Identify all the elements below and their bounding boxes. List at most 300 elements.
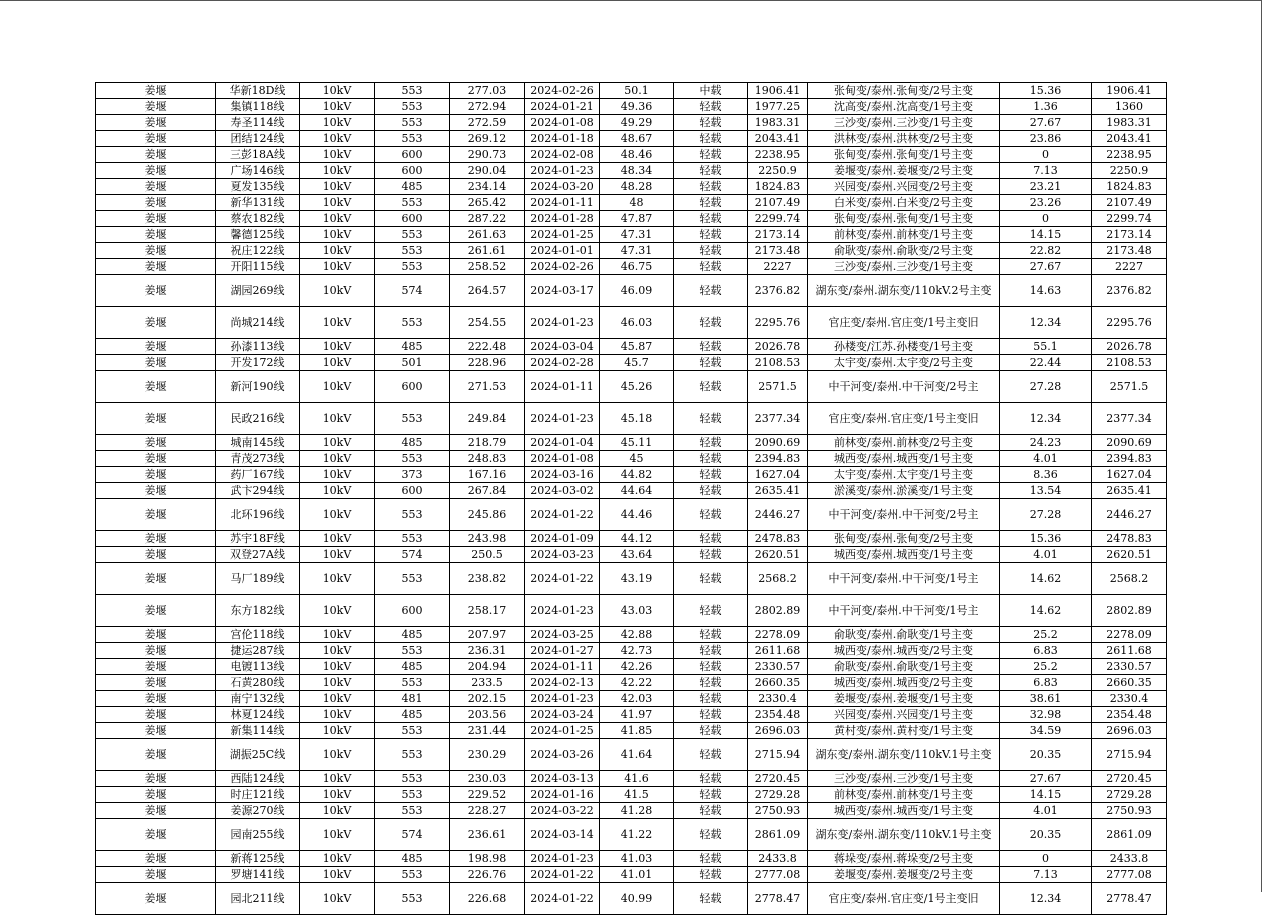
- cell-county: 姜堰: [96, 803, 216, 819]
- cell-date: 2024-03-20: [525, 179, 600, 195]
- cell-rated-capacity: 553: [375, 723, 450, 739]
- cell-available-capacity: 2777.08: [748, 867, 808, 883]
- cell-county: 姜堰: [96, 339, 216, 355]
- cell-load-status: 轻载: [674, 99, 748, 115]
- cell-county: 姜堰: [96, 83, 216, 99]
- cell-load-status: 轻载: [674, 867, 748, 883]
- cell-transformer-load-rate: 25.2: [1000, 627, 1092, 643]
- cell-substation: 中干河变/泰州.中干河变/2号主: [808, 499, 1000, 531]
- cell-load-rate: 48.28: [600, 179, 674, 195]
- table-row: [96, 307, 1167, 339]
- cell-line-name: 姜源270线: [216, 803, 300, 819]
- cell-line-name: 祝庄122线: [216, 243, 300, 259]
- table-row: [96, 547, 1167, 563]
- cell-line-name: 宫伦118线: [216, 627, 300, 643]
- cell-remaining-capacity: 2278.09: [1092, 627, 1167, 643]
- cell-remaining-capacity: 2750.93: [1092, 803, 1167, 819]
- cell-substation: 蒋垛变/泰州.蒋垛变/2号主变: [808, 851, 1000, 867]
- cell-line-name: 南宁132线: [216, 691, 300, 707]
- cell-available-capacity: 2354.48: [748, 707, 808, 723]
- table-row: [96, 163, 1167, 179]
- cell-load-rate: 41.22: [600, 819, 674, 851]
- cell-remaining-capacity: 2729.28: [1092, 787, 1167, 803]
- cell-substation: 孙楼变/江苏.孙楼变/1号主变: [808, 339, 1000, 355]
- table-row: [96, 275, 1167, 307]
- cell-load-status: 轻载: [674, 675, 748, 691]
- cell-available-capacity: 2802.89: [748, 595, 808, 627]
- cell-voltage: 10kV: [300, 819, 375, 851]
- cell-line-name: 园北211线: [216, 883, 300, 915]
- table-row: [96, 451, 1167, 467]
- cell-line-name: 北环196线: [216, 499, 300, 531]
- cell-county: 姜堰: [96, 131, 216, 147]
- cell-rated-capacity: 574: [375, 547, 450, 563]
- cell-substation: 中干河变/泰州.中干河变/1号主: [808, 595, 1000, 627]
- cell-load-status: 轻载: [674, 227, 748, 243]
- cell-load-status: 轻载: [674, 707, 748, 723]
- cell-transformer-load-rate: 24.23: [1000, 435, 1092, 451]
- cell-rated-capacity: 553: [375, 771, 450, 787]
- cell-max-current: 198.98: [450, 851, 525, 867]
- cell-load-status: 轻载: [674, 435, 748, 451]
- cell-line-name: 寿圣114线: [216, 115, 300, 131]
- cell-line-name: 湖振25C线: [216, 739, 300, 771]
- cell-substation: 淤溪变/泰州.淤溪变/1号主变: [808, 483, 1000, 499]
- cell-remaining-capacity: 2330.57: [1092, 659, 1167, 675]
- cell-load-status: 轻载: [674, 115, 748, 131]
- cell-available-capacity: 2696.03: [748, 723, 808, 739]
- cell-voltage: 10kV: [300, 483, 375, 499]
- cell-remaining-capacity: 2715.94: [1092, 739, 1167, 771]
- cell-load-rate: 45.7: [600, 355, 674, 371]
- cell-voltage: 10kV: [300, 435, 375, 451]
- cell-substation: 黄村变/泰州.黄村变/1号主变: [808, 723, 1000, 739]
- cell-remaining-capacity: 1824.83: [1092, 179, 1167, 195]
- cell-county: 姜堰: [96, 179, 216, 195]
- cell-county: 姜堰: [96, 467, 216, 483]
- cell-county: 姜堰: [96, 883, 216, 915]
- cell-max-current: 272.94: [450, 99, 525, 115]
- table-row: [96, 403, 1167, 435]
- cell-load-rate: 44.46: [600, 499, 674, 531]
- cell-load-status: 轻载: [674, 691, 748, 707]
- cell-date: 2024-03-23: [525, 547, 600, 563]
- cell-max-current: 287.22: [450, 211, 525, 227]
- cell-transformer-load-rate: 14.63: [1000, 275, 1092, 307]
- cell-substation: 白米变/泰州.白米变/2号主变: [808, 195, 1000, 211]
- cell-available-capacity: 2173.14: [748, 227, 808, 243]
- cell-remaining-capacity: 2173.48: [1092, 243, 1167, 259]
- cell-county: 姜堰: [96, 643, 216, 659]
- cell-substation: 城西变/泰州.城西变/1号主变: [808, 547, 1000, 563]
- cell-max-current: 226.76: [450, 867, 525, 883]
- cell-substation: 三沙变/泰州.三沙变/1号主变: [808, 259, 1000, 275]
- table-row: [96, 259, 1167, 275]
- cell-county: 姜堰: [96, 707, 216, 723]
- cell-substation: 湖东变/泰州.湖东变/110kV.1号主变: [808, 739, 1000, 771]
- cell-date: 2024-01-22: [525, 867, 600, 883]
- cell-load-rate: 45.87: [600, 339, 674, 355]
- cell-max-current: 229.52: [450, 787, 525, 803]
- cell-available-capacity: 2376.82: [748, 275, 808, 307]
- cell-line-name: 苏宇18F线: [216, 531, 300, 547]
- cell-available-capacity: 2568.2: [748, 563, 808, 595]
- cell-line-name: 开阳115线: [216, 259, 300, 275]
- cell-rated-capacity: 600: [375, 163, 450, 179]
- table-row: [96, 243, 1167, 259]
- cell-max-current: 248.83: [450, 451, 525, 467]
- cell-available-capacity: 2295.76: [748, 307, 808, 339]
- cell-voltage: 10kV: [300, 371, 375, 403]
- cell-load-status: 轻载: [674, 563, 748, 595]
- table-row: [96, 707, 1167, 723]
- cell-substation: 三沙变/泰州.三沙变/1号主变: [808, 771, 1000, 787]
- cell-county: 姜堰: [96, 371, 216, 403]
- cell-substation: 张甸变/泰州.张甸变/1号主变: [808, 211, 1000, 227]
- cell-remaining-capacity: 1983.31: [1092, 115, 1167, 131]
- cell-available-capacity: 1977.25: [748, 99, 808, 115]
- cell-rated-capacity: 553: [375, 563, 450, 595]
- cell-substation: 姜堰变/泰州.姜堰变/1号主变: [808, 691, 1000, 707]
- table-row: [96, 723, 1167, 739]
- cell-max-current: 167.16: [450, 467, 525, 483]
- cell-rated-capacity: 485: [375, 627, 450, 643]
- cell-voltage: 10kV: [300, 227, 375, 243]
- cell-load-status: 轻载: [674, 483, 748, 499]
- cell-date: 2024-03-25: [525, 627, 600, 643]
- cell-line-name: 林夏124线: [216, 707, 300, 723]
- cell-available-capacity: 1906.41: [748, 83, 808, 99]
- table-row: [96, 227, 1167, 243]
- cell-max-current: 238.82: [450, 563, 525, 595]
- cell-date: 2024-01-11: [525, 371, 600, 403]
- cell-available-capacity: 2620.51: [748, 547, 808, 563]
- cell-rated-capacity: 485: [375, 179, 450, 195]
- cell-voltage: 10kV: [300, 451, 375, 467]
- cell-max-current: 228.96: [450, 355, 525, 371]
- cell-line-name: 广场146线: [216, 163, 300, 179]
- cell-available-capacity: 2043.41: [748, 131, 808, 147]
- cell-max-current: 271.53: [450, 371, 525, 403]
- table-row: [96, 195, 1167, 211]
- cell-transformer-load-rate: 0: [1000, 147, 1092, 163]
- cell-voltage: 10kV: [300, 675, 375, 691]
- cell-load-rate: 41.85: [600, 723, 674, 739]
- cell-substation: 官庄变/泰州.官庄变/1号主变旧: [808, 883, 1000, 915]
- cell-date: 2024-01-09: [525, 531, 600, 547]
- cell-voltage: 10kV: [300, 307, 375, 339]
- cell-remaining-capacity: 2777.08: [1092, 867, 1167, 883]
- cell-substation: 官庄变/泰州.官庄变/1号主变旧: [808, 307, 1000, 339]
- cell-county: 姜堰: [96, 867, 216, 883]
- table-row: [96, 675, 1167, 691]
- cell-county: 姜堰: [96, 227, 216, 243]
- cell-transformer-load-rate: 22.82: [1000, 243, 1092, 259]
- cell-load-rate: 44.64: [600, 483, 674, 499]
- cell-rated-capacity: 485: [375, 435, 450, 451]
- cell-max-current: 230.29: [450, 739, 525, 771]
- cell-available-capacity: 2861.09: [748, 819, 808, 851]
- cell-transformer-load-rate: 15.36: [1000, 531, 1092, 547]
- table-row: [96, 467, 1167, 483]
- cell-remaining-capacity: 2433.8: [1092, 851, 1167, 867]
- cell-date: 2024-02-28: [525, 355, 600, 371]
- cell-available-capacity: 2090.69: [748, 435, 808, 451]
- cell-max-current: 261.63: [450, 227, 525, 243]
- cell-rated-capacity: 553: [375, 643, 450, 659]
- cell-max-current: 267.84: [450, 483, 525, 499]
- cell-rated-capacity: 501: [375, 355, 450, 371]
- cell-available-capacity: 2478.83: [748, 531, 808, 547]
- cell-line-name: 新蒋125线: [216, 851, 300, 867]
- cell-date: 2024-03-04: [525, 339, 600, 355]
- cell-available-capacity: 2750.93: [748, 803, 808, 819]
- cell-voltage: 10kV: [300, 691, 375, 707]
- cell-available-capacity: 1983.31: [748, 115, 808, 131]
- cell-load-status: 轻载: [674, 259, 748, 275]
- cell-rated-capacity: 574: [375, 819, 450, 851]
- cell-remaining-capacity: 2394.83: [1092, 451, 1167, 467]
- table-row: [96, 739, 1167, 771]
- cell-available-capacity: 2227: [748, 259, 808, 275]
- cell-voltage: 10kV: [300, 851, 375, 867]
- cell-voltage: 10kV: [300, 131, 375, 147]
- cell-remaining-capacity: 2107.49: [1092, 195, 1167, 211]
- cell-remaining-capacity: 2446.27: [1092, 499, 1167, 531]
- cell-load-status: 轻载: [674, 499, 748, 531]
- cell-line-name: 新集114线: [216, 723, 300, 739]
- cell-load-rate: 45.11: [600, 435, 674, 451]
- cell-load-rate: 45.26: [600, 371, 674, 403]
- cell-transformer-load-rate: 1.36: [1000, 99, 1092, 115]
- cell-date: 2024-01-28: [525, 211, 600, 227]
- cell-remaining-capacity: 2660.35: [1092, 675, 1167, 691]
- cell-remaining-capacity: 1627.04: [1092, 467, 1167, 483]
- cell-remaining-capacity: 2720.45: [1092, 771, 1167, 787]
- table-row: [96, 563, 1167, 595]
- cell-max-current: 258.52: [450, 259, 525, 275]
- cell-line-name: 集镇118线: [216, 99, 300, 115]
- cell-load-status: 轻载: [674, 131, 748, 147]
- cell-remaining-capacity: 2299.74: [1092, 211, 1167, 227]
- cell-county: 姜堰: [96, 739, 216, 771]
- cell-voltage: 10kV: [300, 643, 375, 659]
- cell-county: 姜堰: [96, 499, 216, 531]
- cell-transformer-load-rate: 14.15: [1000, 787, 1092, 803]
- cell-load-rate: 41.64: [600, 739, 674, 771]
- cell-max-current: 226.68: [450, 883, 525, 915]
- cell-substation: 张甸变/泰州.张甸变/2号主变: [808, 83, 1000, 99]
- cell-voltage: 10kV: [300, 339, 375, 355]
- cell-date: 2024-03-26: [525, 739, 600, 771]
- cell-transformer-load-rate: 12.34: [1000, 307, 1092, 339]
- cell-max-current: 203.56: [450, 707, 525, 723]
- cell-load-rate: 41.5: [600, 787, 674, 803]
- cell-transformer-load-rate: 55.1: [1000, 339, 1092, 355]
- cell-date: 2024-01-22: [525, 563, 600, 595]
- cell-voltage: 10kV: [300, 723, 375, 739]
- table-row: [96, 339, 1167, 355]
- cell-max-current: 249.84: [450, 403, 525, 435]
- cell-line-name: 石黄280线: [216, 675, 300, 691]
- cell-load-rate: 42.73: [600, 643, 674, 659]
- cell-load-rate: 41.6: [600, 771, 674, 787]
- cell-max-current: 234.14: [450, 179, 525, 195]
- cell-max-current: 290.04: [450, 163, 525, 179]
- table-row: [96, 371, 1167, 403]
- cell-load-status: 轻载: [674, 531, 748, 547]
- cell-voltage: 10kV: [300, 403, 375, 435]
- table-row: [96, 355, 1167, 371]
- cell-rated-capacity: 553: [375, 99, 450, 115]
- cell-load-status: 轻载: [674, 883, 748, 915]
- cell-load-rate: 46.03: [600, 307, 674, 339]
- cell-transformer-load-rate: 14.62: [1000, 563, 1092, 595]
- cell-available-capacity: 2635.41: [748, 483, 808, 499]
- cell-load-status: 轻载: [674, 275, 748, 307]
- cell-voltage: 10kV: [300, 883, 375, 915]
- cell-transformer-load-rate: 7.13: [1000, 867, 1092, 883]
- table-row: [96, 659, 1167, 675]
- cell-line-name: 时庄121线: [216, 787, 300, 803]
- cell-load-rate: 47.31: [600, 243, 674, 259]
- cell-line-name: 新河190线: [216, 371, 300, 403]
- cell-substation: 太宇变/泰州.太宇变/2号主变: [808, 355, 1000, 371]
- cell-load-rate: 48.67: [600, 131, 674, 147]
- cell-available-capacity: 1824.83: [748, 179, 808, 195]
- cell-substation: 前林变/泰州.前林变/1号主变: [808, 787, 1000, 803]
- cell-substation: 官庄变/泰州.官庄变/1号主变旧: [808, 403, 1000, 435]
- cell-max-current: 265.42: [450, 195, 525, 211]
- cell-voltage: 10kV: [300, 275, 375, 307]
- cell-voltage: 10kV: [300, 211, 375, 227]
- cell-remaining-capacity: 2250.9: [1092, 163, 1167, 179]
- cell-date: 2024-01-23: [525, 403, 600, 435]
- cell-date: 2024-01-23: [525, 163, 600, 179]
- cell-voltage: 10kV: [300, 195, 375, 211]
- cell-load-rate: 44.82: [600, 467, 674, 483]
- cell-rated-capacity: 574: [375, 275, 450, 307]
- cell-rated-capacity: 553: [375, 867, 450, 883]
- cell-county: 姜堰: [96, 819, 216, 851]
- cell-max-current: 228.27: [450, 803, 525, 819]
- cell-date: 2024-01-25: [525, 723, 600, 739]
- table-row: [96, 691, 1167, 707]
- cell-load-status: 轻载: [674, 179, 748, 195]
- cell-voltage: 10kV: [300, 707, 375, 723]
- cell-date: 2024-01-27: [525, 643, 600, 659]
- cell-line-name: 馨德125线: [216, 227, 300, 243]
- cell-load-status: 轻载: [674, 659, 748, 675]
- cell-line-name: 东方182线: [216, 595, 300, 627]
- cell-line-name: 尚城214线: [216, 307, 300, 339]
- cell-transformer-load-rate: 38.61: [1000, 691, 1092, 707]
- cell-available-capacity: 2433.8: [748, 851, 808, 867]
- cell-line-name: 马厂189线: [216, 563, 300, 595]
- cell-remaining-capacity: 2043.41: [1092, 131, 1167, 147]
- cell-date: 2024-02-13: [525, 675, 600, 691]
- cell-max-current: 243.98: [450, 531, 525, 547]
- cell-rated-capacity: 553: [375, 675, 450, 691]
- cell-county: 姜堰: [96, 307, 216, 339]
- cell-remaining-capacity: 2376.82: [1092, 275, 1167, 307]
- cell-line-name: 西陆124线: [216, 771, 300, 787]
- cell-date: 2024-01-04: [525, 435, 600, 451]
- cell-voltage: 10kV: [300, 787, 375, 803]
- cell-available-capacity: 2715.94: [748, 739, 808, 771]
- cell-transformer-load-rate: 8.36: [1000, 467, 1092, 483]
- cell-rated-capacity: 485: [375, 339, 450, 355]
- cell-voltage: 10kV: [300, 259, 375, 275]
- cell-transformer-load-rate: 15.36: [1000, 83, 1092, 99]
- cell-line-name: 团结124线: [216, 131, 300, 147]
- cell-substation: 城西变/泰州.城西变/1号主变: [808, 451, 1000, 467]
- cell-available-capacity: 2377.34: [748, 403, 808, 435]
- cell-remaining-capacity: 2802.89: [1092, 595, 1167, 627]
- cell-substation: 太宇变/泰州.太宇变/1号主变: [808, 467, 1000, 483]
- cell-max-current: 202.15: [450, 691, 525, 707]
- cell-rated-capacity: 600: [375, 147, 450, 163]
- cell-voltage: 10kV: [300, 595, 375, 627]
- cell-available-capacity: 2026.78: [748, 339, 808, 355]
- cell-load-status: 轻载: [674, 211, 748, 227]
- cell-line-name: 罗塘141线: [216, 867, 300, 883]
- cell-county: 姜堰: [96, 211, 216, 227]
- cell-line-name: 新华131线: [216, 195, 300, 211]
- cell-substation: 姜堰变/泰州.姜堰变/2号主变: [808, 163, 1000, 179]
- cell-rated-capacity: 600: [375, 483, 450, 499]
- cell-line-name: 青茂273线: [216, 451, 300, 467]
- cell-load-rate: 43.64: [600, 547, 674, 563]
- cell-load-status: 轻载: [674, 739, 748, 771]
- cell-max-current: 236.61: [450, 819, 525, 851]
- cell-voltage: 10kV: [300, 179, 375, 195]
- cell-county: 姜堰: [96, 723, 216, 739]
- cell-date: 2024-03-16: [525, 467, 600, 483]
- cell-load-status: 轻载: [674, 723, 748, 739]
- cell-voltage: 10kV: [300, 467, 375, 483]
- cell-load-rate: 49.29: [600, 115, 674, 131]
- table-row: [96, 179, 1167, 195]
- cell-rated-capacity: 553: [375, 131, 450, 147]
- cell-load-rate: 48: [600, 195, 674, 211]
- cell-max-current: 290.73: [450, 147, 525, 163]
- table-row: [96, 131, 1167, 147]
- cell-rated-capacity: 553: [375, 531, 450, 547]
- cell-remaining-capacity: 2620.51: [1092, 547, 1167, 563]
- table-row: [96, 435, 1167, 451]
- cell-date: 2024-01-23: [525, 307, 600, 339]
- cell-load-status: 轻载: [674, 467, 748, 483]
- cell-substation: 张甸变/泰州.张甸变/2号主变: [808, 531, 1000, 547]
- cell-load-rate: 49.36: [600, 99, 674, 115]
- cell-available-capacity: 2660.35: [748, 675, 808, 691]
- cell-transformer-load-rate: 25.2: [1000, 659, 1092, 675]
- table-row: [96, 595, 1167, 627]
- cell-max-current: 218.79: [450, 435, 525, 451]
- cell-rated-capacity: 553: [375, 739, 450, 771]
- cell-available-capacity: 2238.95: [748, 147, 808, 163]
- cell-county: 姜堰: [96, 355, 216, 371]
- cell-rated-capacity: 481: [375, 691, 450, 707]
- cell-rated-capacity: 553: [375, 307, 450, 339]
- cell-county: 姜堰: [96, 659, 216, 675]
- cell-substation: 中干河变/泰州.中干河变/1号主: [808, 563, 1000, 595]
- cell-load-rate: 41.28: [600, 803, 674, 819]
- cell-remaining-capacity: 2861.09: [1092, 819, 1167, 851]
- cell-voltage: 10kV: [300, 115, 375, 131]
- cell-load-status: 轻载: [674, 451, 748, 467]
